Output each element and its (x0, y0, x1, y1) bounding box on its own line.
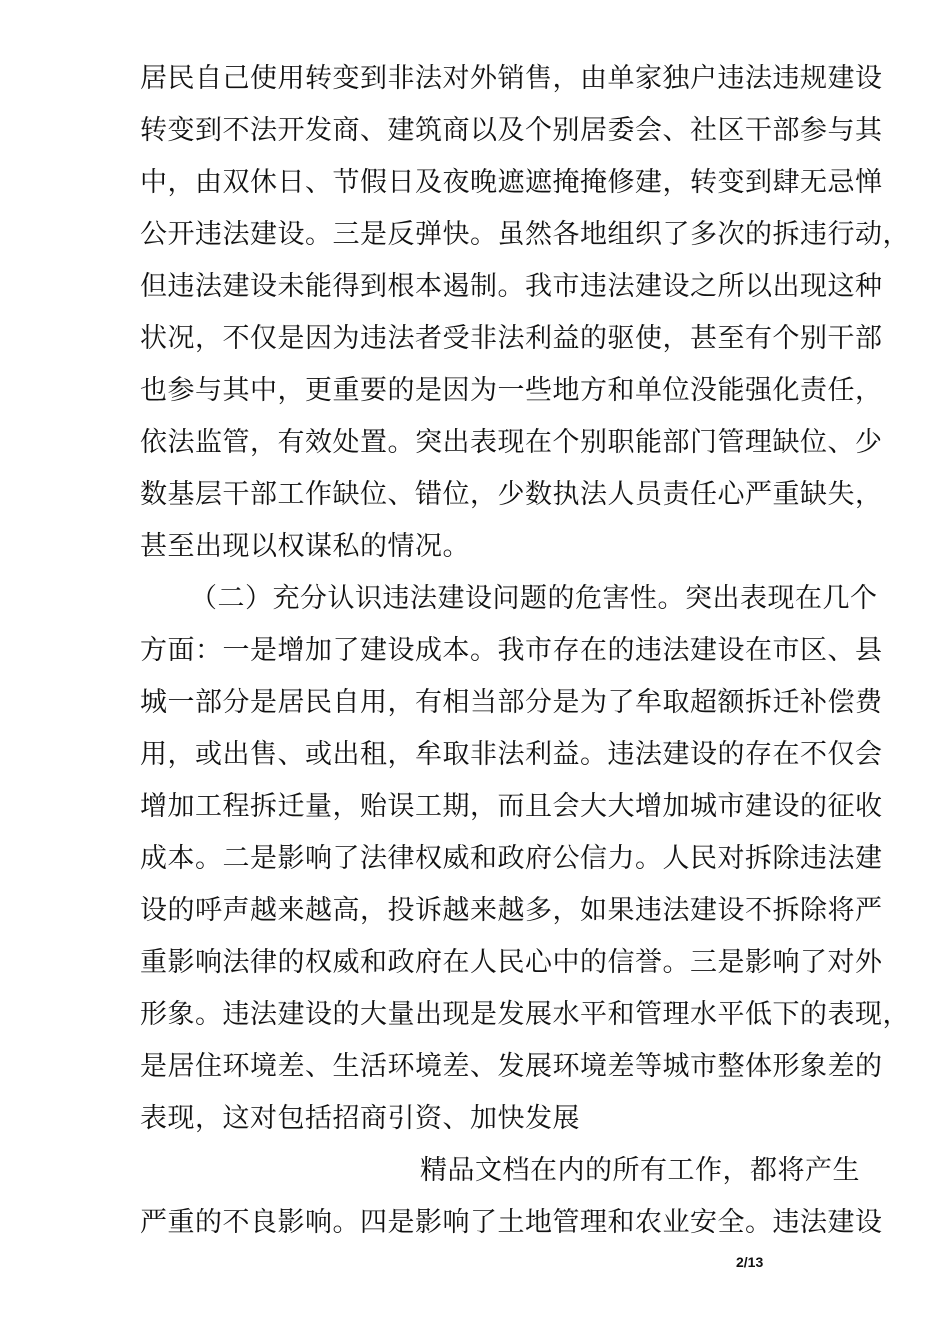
text-line: 形象。违法建设的大量出现是发展水平和管理水平低下的表现， (140, 999, 910, 1030)
text-line: 是居住环境差、生活环境差、发展环境差等城市整体形象差的 (140, 1051, 883, 1082)
page-number: 2/13 (736, 1254, 764, 1270)
text-line: 公开违法建设。三是反弹快。虽然各地组织了多次的拆违行动， (140, 219, 910, 250)
text-line: 依法监管，有效处置。突出表现在个别职能部门管理缺位、少 (140, 427, 883, 458)
text-line: 状况，不仅是因为违法者受非法利益的驱使，甚至有个别干部 (140, 323, 883, 354)
paragraph-heading-line: （二）充分认识违法建设问题的危害性。突出表现在几个 (190, 583, 878, 614)
text-line: 成本。二是影响了法律权威和政府公信力。人民对拆除违法建 (140, 843, 883, 874)
text-line: 甚至出现以权谋私的情况。 (140, 531, 470, 562)
text-line: 居民自己使用转变到非法对外销售，由单家独户违法违规建设 (140, 63, 883, 94)
text-line: 方面：一是增加了建设成本。我市存在的违法建设在市区、县 (140, 635, 883, 666)
text-line: 数基层干部工作缺位、错位，少数执法人员责任心严重缺失， (140, 479, 883, 510)
text-line: 增加工程拆迁量，贻误工期，而且会大大增加城市建设的征收 (140, 791, 883, 822)
text-line: 转变到不法开发商、建筑商以及个别居委会、社区干部参与其 (140, 115, 883, 146)
text-line: 用，或出售、或出租，牟取非法利益。违法建设的存在不仅会 (140, 739, 883, 770)
text-line: 重影响法律的权威和政府在人民心中的信誉。三是影响了对外 (140, 947, 883, 978)
text-line: 精品文档在内的所有工作，都将产生 (420, 1155, 860, 1186)
text-line: 也参与其中，更重要的是因为一些地方和单位没能强化责任， (140, 375, 883, 406)
text-line: 设的呼声越来越高，投诉越来越多，如果违法建设不拆除将严 (140, 895, 883, 926)
text-line: 中，由双休日、节假日及夜晚遮遮掩掩修建，转变到肆无忌惮 (140, 167, 883, 198)
text-line: 严重的不良影响。四是影响了土地管理和农业安全。违法建设 (140, 1207, 883, 1238)
text-line: 城一部分是居民自用，有相当部分是为了牟取超额拆迁补偿费 (140, 687, 883, 718)
text-line: 但违法建设未能得到根本遏制。我市违法建设之所以出现这种 (140, 271, 883, 302)
text-line: 表现，这对包括招商引资、加快发展 (140, 1103, 580, 1134)
